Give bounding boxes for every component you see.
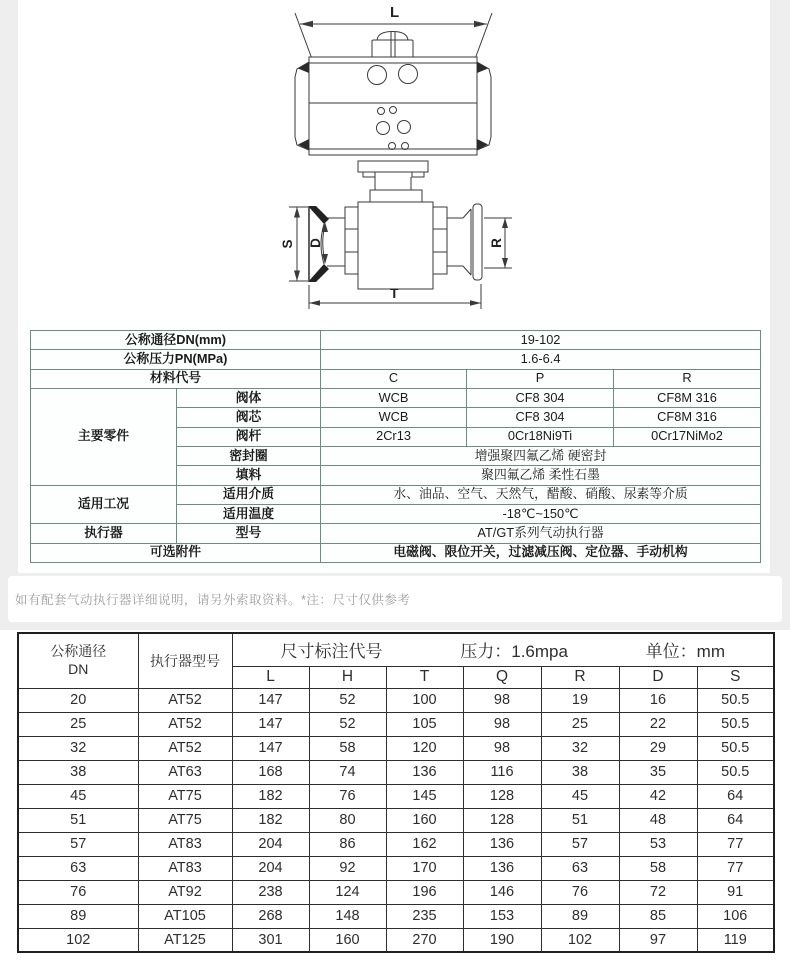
dimension-table <box>17 632 775 953</box>
cell-Q: 190 <box>463 928 541 952</box>
cell-R: 102 <box>541 928 619 952</box>
cell-dn: 76 <box>18 880 138 904</box>
spec-pn-label: 公称压力PN(MPa) <box>31 350 321 369</box>
cell-S: 77 <box>697 856 774 880</box>
cell-L: 147 <box>232 736 309 760</box>
table-row <box>18 784 774 808</box>
valve-technical-drawing <box>18 0 770 330</box>
mounting-bracket <box>358 161 428 202</box>
cell-model: AT52 <box>138 736 232 760</box>
cell-model: AT92 <box>138 880 232 904</box>
cell-Q: 98 <box>463 688 541 712</box>
content-card <box>18 0 770 573</box>
spec-material-label: 材料代号 <box>31 369 321 388</box>
cell-R: 32 <box>541 736 619 760</box>
cell-model: AT125 <box>138 928 232 952</box>
cell-L: 238 <box>232 880 309 904</box>
dim-label-L: L <box>390 4 400 21</box>
dim-header-dn-line1: 公称通径 <box>50 643 107 660</box>
cell-L: 182 <box>232 784 309 808</box>
dimension-D <box>308 222 328 264</box>
cell-R: 25 <box>541 712 619 736</box>
spec-stem-p: 0Cr18Ni9Ti <box>467 427 614 446</box>
table-row <box>18 712 774 736</box>
cell-D: 58 <box>619 856 697 880</box>
cell-Q: 153 <box>463 904 541 928</box>
cell-Q: 98 <box>463 712 541 736</box>
table-row <box>18 880 774 904</box>
spec-material-r: R <box>614 369 761 388</box>
table-row <box>18 760 774 784</box>
spec-row-accessory <box>31 543 761 562</box>
spec-core-c: WCB <box>321 408 467 427</box>
dim-col-H: H <box>309 666 386 688</box>
cell-R: 19 <box>541 688 619 712</box>
cell-T: 160 <box>386 808 463 832</box>
dim-col-L: L <box>232 666 309 688</box>
cell-R: 76 <box>541 880 619 904</box>
spec-body-r: CF8M 316 <box>614 388 761 407</box>
spec-actuator-label: 执行器 <box>31 524 177 543</box>
cell-T: 105 <box>386 712 463 736</box>
cell-S: 50.5 <box>697 688 774 712</box>
cell-H: 74 <box>309 760 386 784</box>
cell-model: AT52 <box>138 712 232 736</box>
cell-dn: 51 <box>18 808 138 832</box>
dim-header-code: 尺寸标注代号 <box>280 642 383 662</box>
dimension-R <box>484 218 512 268</box>
note-card <box>8 576 782 622</box>
dim-header-model: 执行器型号 <box>138 633 232 688</box>
valve-body <box>308 202 482 289</box>
spec-medium-label: 适用介质 <box>177 485 321 504</box>
cell-dn: 25 <box>18 712 138 736</box>
cell-T: 235 <box>386 904 463 928</box>
dim-col-R: R <box>541 666 619 688</box>
cell-L: 204 <box>232 832 309 856</box>
cell-L: 168 <box>232 760 309 784</box>
dim-table-body <box>18 688 774 952</box>
dim-header-merged <box>232 633 774 666</box>
spec-row-body <box>31 388 761 407</box>
actuator-body <box>295 32 491 156</box>
cell-R: 38 <box>541 760 619 784</box>
cell-D: 29 <box>619 736 697 760</box>
spec-core-r: CF8M 316 <box>614 408 761 427</box>
spec-packing-value: 聚四氟乙烯 柔性石墨 <box>321 466 761 485</box>
cell-S: 64 <box>697 784 774 808</box>
cell-dn: 89 <box>18 904 138 928</box>
cell-H: 148 <box>309 904 386 928</box>
note-strip <box>0 573 790 630</box>
cell-model: AT105 <box>138 904 232 928</box>
cell-D: 16 <box>619 688 697 712</box>
dim-label-R: R <box>489 238 504 248</box>
cell-model: AT52 <box>138 688 232 712</box>
cell-dn: 102 <box>18 928 138 952</box>
dim-header-pressure: 压力：1.6mpa <box>460 642 568 662</box>
cell-D: 48 <box>619 808 697 832</box>
table-row <box>18 832 774 856</box>
dimension-T <box>309 284 481 309</box>
spec-core-label: 阀芯 <box>177 408 321 427</box>
cell-D: 72 <box>619 880 697 904</box>
cell-S: 119 <box>697 928 774 952</box>
cell-T: 100 <box>386 688 463 712</box>
table-row <box>18 928 774 952</box>
cell-H: 58 <box>309 736 386 760</box>
cell-H: 86 <box>309 832 386 856</box>
spec-row-medium <box>31 485 761 504</box>
spec-body-label: 阀体 <box>177 388 321 407</box>
cell-D: 85 <box>619 904 697 928</box>
spec-accessory-label: 可选附件 <box>31 543 321 562</box>
cell-model: AT83 <box>138 856 232 880</box>
cell-T: 170 <box>386 856 463 880</box>
note-text: 如有配套气动执行器详细说明，请另外索取资料。*注：尺寸仅供参考 <box>15 593 411 607</box>
cell-D: 42 <box>619 784 697 808</box>
cell-S: 50.5 <box>697 712 774 736</box>
cell-D: 97 <box>619 928 697 952</box>
cell-H: 160 <box>309 928 386 952</box>
spec-accessory-value: 电磁阀、限位开关，过滤减压阀、定位器、手动机构 <box>321 543 761 562</box>
cell-R: 63 <box>541 856 619 880</box>
cell-Q: 146 <box>463 880 541 904</box>
dim-label-D: D <box>308 238 323 248</box>
spec-material-c: C <box>321 369 467 388</box>
cell-L: 182 <box>232 808 309 832</box>
dim-col-T: T <box>386 666 463 688</box>
cell-T: 162 <box>386 832 463 856</box>
bottom-section <box>0 630 790 962</box>
cell-R: 89 <box>541 904 619 928</box>
spec-row-material-code <box>31 369 761 388</box>
cell-L: 204 <box>232 856 309 880</box>
dim-table-header-row1 <box>18 633 774 666</box>
spec-packing-label: 填料 <box>177 466 321 485</box>
cell-Q: 128 <box>463 808 541 832</box>
dim-header-dn-line2: DN <box>68 660 89 677</box>
cell-H: 80 <box>309 808 386 832</box>
cell-L: 147 <box>232 712 309 736</box>
cell-S: 50.5 <box>697 736 774 760</box>
spec-body-c: WCB <box>321 388 467 407</box>
cell-L: 147 <box>232 688 309 712</box>
dimension-S <box>280 207 308 281</box>
cell-H: 76 <box>309 784 386 808</box>
spec-seal-value: 增强聚四氟乙烯 硬密封 <box>321 446 761 465</box>
spec-dn-value: 19-102 <box>321 331 761 350</box>
spec-row-actuator <box>31 524 761 543</box>
cell-R: 51 <box>541 808 619 832</box>
cell-D: 35 <box>619 760 697 784</box>
cell-Q: 136 <box>463 856 541 880</box>
dim-header-dn <box>18 633 138 688</box>
cell-dn: 32 <box>18 736 138 760</box>
spec-table <box>30 330 761 563</box>
cell-H: 52 <box>309 688 386 712</box>
cell-D: 53 <box>619 832 697 856</box>
cell-T: 145 <box>386 784 463 808</box>
cell-R: 57 <box>541 832 619 856</box>
dim-header-unit: 单位：mm <box>645 642 725 662</box>
cell-S: 64 <box>697 808 774 832</box>
cell-S: 77 <box>697 832 774 856</box>
dim-col-Q: Q <box>463 666 541 688</box>
cell-T: 270 <box>386 928 463 952</box>
cell-H: 124 <box>309 880 386 904</box>
cell-dn: 38 <box>18 760 138 784</box>
cell-Q: 116 <box>463 760 541 784</box>
table-row <box>18 736 774 760</box>
spec-condition-label: 适用工况 <box>31 485 177 524</box>
spec-material-p: P <box>467 369 614 388</box>
cell-T: 136 <box>386 760 463 784</box>
cell-T: 196 <box>386 880 463 904</box>
spec-model-value: AT/GT系列气动执行器 <box>321 524 761 543</box>
cell-D: 22 <box>619 712 697 736</box>
cell-R: 45 <box>541 784 619 808</box>
spec-row-pn <box>31 350 761 369</box>
spec-dn-label: 公称通径DN(mm) <box>31 331 321 350</box>
spec-parts-label: 主要零件 <box>31 388 177 485</box>
cell-model: AT83 <box>138 832 232 856</box>
spec-stem-label: 阀杆 <box>177 427 321 446</box>
cell-S: 91 <box>697 880 774 904</box>
dim-col-D: D <box>619 666 697 688</box>
cell-L: 301 <box>232 928 309 952</box>
table-row <box>18 688 774 712</box>
spec-temp-value: -18℃~150℃ <box>321 504 761 523</box>
cell-dn: 45 <box>18 784 138 808</box>
cell-T: 120 <box>386 736 463 760</box>
spec-seal-label: 密封圈 <box>177 446 321 465</box>
dim-label-T: T <box>390 285 399 301</box>
spec-medium-value: 水、油品、空气、天然气，醋酸、硝酸、尿素等介质 <box>321 485 761 504</box>
cell-model: AT75 <box>138 808 232 832</box>
spec-temp-label: 适用温度 <box>177 504 321 523</box>
cell-dn: 20 <box>18 688 138 712</box>
cell-L: 268 <box>232 904 309 928</box>
dim-label-S: S <box>280 239 295 249</box>
table-row <box>18 808 774 832</box>
spec-stem-c: 2Cr13 <box>321 427 467 446</box>
cell-H: 52 <box>309 712 386 736</box>
cell-dn: 57 <box>18 832 138 856</box>
dim-col-S: S <box>697 666 774 688</box>
cell-Q: 136 <box>463 832 541 856</box>
cell-S: 106 <box>697 904 774 928</box>
spec-row-dn <box>31 331 761 350</box>
table-row <box>18 904 774 928</box>
table-row <box>18 856 774 880</box>
spec-model-label: 型号 <box>177 524 321 543</box>
spec-stem-r: 0Cr17NiMo2 <box>614 427 761 446</box>
cell-model: AT75 <box>138 784 232 808</box>
cell-Q: 128 <box>463 784 541 808</box>
cell-dn: 63 <box>18 856 138 880</box>
cell-S: 50.5 <box>697 760 774 784</box>
spec-pn-value: 1.6-6.4 <box>321 350 761 369</box>
cell-model: AT63 <box>138 760 232 784</box>
spec-body-p: CF8 304 <box>467 388 614 407</box>
spec-core-p: CF8 304 <box>467 408 614 427</box>
cell-H: 92 <box>309 856 386 880</box>
cell-Q: 98 <box>463 736 541 760</box>
